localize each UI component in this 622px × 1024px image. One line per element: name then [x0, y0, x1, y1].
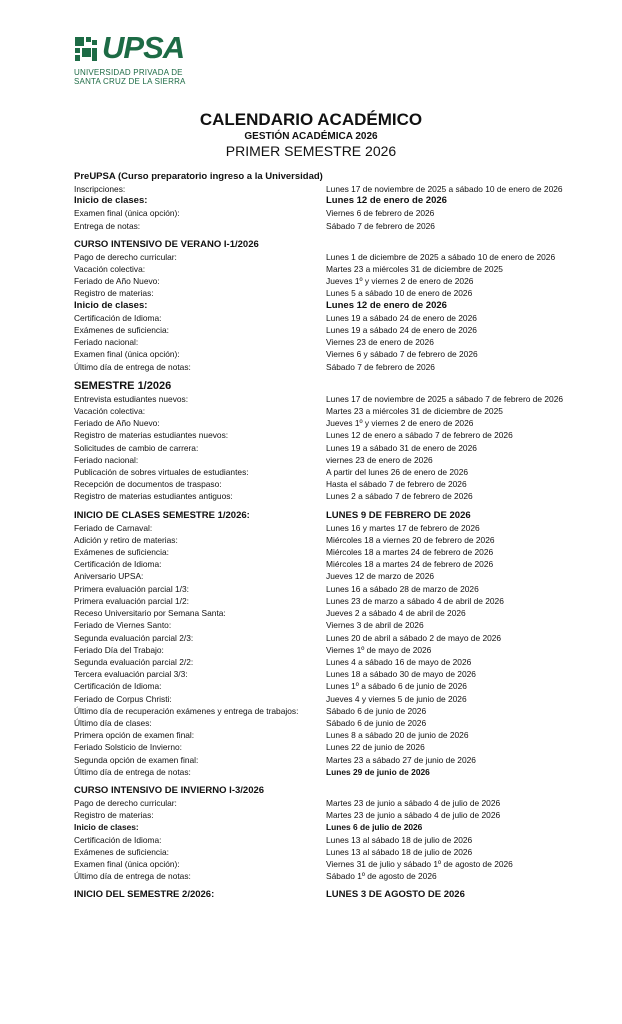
event-date: Jueves 1º y viernes 2 de enero de 2026 — [326, 418, 474, 429]
event-label: Inscripciones: — [74, 184, 126, 194]
document-subtitle: GESTIÓN ACADÉMICA 2026 — [244, 131, 378, 142]
event-date: Lunes 18 a sábado 30 de mayo de 2026 — [326, 669, 476, 680]
event-label: Examen final (única opción): — [74, 858, 180, 869]
logo-subtitle-line2: SANTA CRUZ DE LA SIERRA — [74, 77, 186, 86]
section-heading — [74, 238, 604, 251]
calendar-row — [74, 417, 604, 429]
event-date: Lunes 12 de enero de 2026 — [326, 299, 447, 311]
event-date: Lunes 16 y martes 17 de febrero de 2026 — [326, 522, 480, 533]
calendar-row — [74, 348, 604, 360]
event-date: Miércoles 18 a viernes 20 de febrero de 2026 — [326, 534, 495, 545]
logo-wordmark: UPSA — [102, 30, 185, 65]
calendar-row — [74, 741, 604, 753]
event-label: Examen final (única opción): — [74, 349, 180, 360]
event-date: Lunes 5 a sábado 10 de enero de 2026 — [326, 288, 473, 299]
event-label: Certificación de Idioma: — [74, 312, 162, 323]
event-date: Sábado 7 de febrero de 2026 — [326, 220, 435, 231]
calendar-row — [74, 405, 604, 417]
calendar-row — [74, 522, 604, 534]
event-date: Martes 23 de junio a sábado 4 de julio de 2026 — [326, 797, 501, 808]
event-date: Hasta el sábado 7 de febrero de 2026 — [326, 479, 467, 490]
calendar-row — [74, 668, 604, 680]
event-label: Entrevista estudiantes nuevos: — [74, 393, 189, 404]
calendar-row — [74, 195, 604, 207]
calendar-row — [74, 336, 604, 348]
section-title-date: LUNES 9 DE FEBRERO DE 2026 — [326, 509, 471, 521]
event-label: Feriado nacional: — [74, 337, 139, 348]
event-date: Lunes 17 de noviembre de 2025 a sábado 7 de febrero de 2026 — [326, 393, 564, 404]
event-label: Vacación colectiva: — [74, 264, 146, 275]
calendar-row — [74, 275, 604, 287]
event-date: Miércoles 18 a martes 24 de febrero de 2026 — [326, 559, 494, 570]
calendar-row — [74, 300, 604, 312]
event-date: Lunes 8 a sábado 20 de junio de 2026 — [326, 730, 469, 741]
event-date: Martes 23 a sábado 27 de junio de 2026 — [326, 754, 476, 765]
calendar-row — [74, 729, 604, 741]
event-date: A partir del lunes 26 de enero de 2026 — [326, 467, 469, 478]
event-date: Sábado 6 de junio de 2026 — [326, 705, 427, 716]
event-label: Pago de derecho curricular: — [74, 251, 177, 262]
calendar-row — [74, 619, 604, 631]
event-date: Lunes 29 de junio de 2026 — [326, 766, 430, 777]
section-title: INICIO DE CLASES SEMESTRE 1/2026: — [74, 509, 250, 521]
event-label: Entrega de notas: — [74, 220, 141, 231]
event-label: Segunda opción de examen final: — [74, 754, 199, 765]
event-label: Receso Universitario por Semana Santa: — [74, 608, 226, 619]
event-label: Primera evaluación parcial 1/2: — [74, 595, 189, 606]
section-heading — [74, 784, 604, 797]
calendar-row — [74, 632, 604, 644]
calendar-section — [74, 509, 604, 778]
event-label: Segunda evaluación parcial 2/3: — [74, 632, 194, 643]
event-label: Feriado Día del Trabajo: — [74, 644, 164, 655]
event-date: Lunes 6 de julio de 2026 — [326, 822, 423, 833]
event-date: Viernes 31 de julio y sábado 1º de agosto de 2026 — [326, 858, 513, 869]
calendar-section — [74, 238, 604, 373]
section-heading — [74, 170, 604, 183]
event-label: Registro de materias: — [74, 810, 154, 821]
event-label: Primera opción de examen final: — [74, 730, 195, 741]
calendar-row — [74, 809, 604, 821]
event-label: Examen final (única opción): — [74, 208, 180, 219]
event-date: Viernes 6 y sábado 7 de febrero de 2026 — [326, 349, 478, 360]
event-date: Lunes 12 de enero a sábado 7 de febrero de 2026 — [326, 430, 513, 441]
calendar-row — [74, 183, 604, 195]
event-label: Último día de recuperación exámenes y entrega de trabajos: — [74, 705, 299, 716]
calendar-row — [74, 478, 604, 490]
event-label: Exámenes de suficiencia: — [74, 325, 169, 336]
upsa-logo-mark-icon — [74, 36, 98, 62]
event-label: Último día de entrega de notas: — [74, 766, 191, 777]
event-label: Primera evaluación parcial 1/3: — [74, 583, 189, 594]
calendar-section — [74, 379, 604, 503]
event-date: Lunes 19 a sábado 24 de enero de 2026 — [326, 312, 477, 323]
calendar-row — [74, 442, 604, 454]
event-label: Feriado de Corpus Christi: — [74, 693, 172, 704]
event-label: Adición y retiro de materias: — [74, 534, 178, 545]
event-label: Feriado de Carnaval: — [74, 522, 153, 533]
calendar-row — [74, 834, 604, 846]
calendar-row — [74, 429, 604, 441]
event-label: Registro de materias estudiantes nuevos: — [74, 430, 229, 441]
calendar-row — [74, 766, 604, 778]
event-label: Feriado de Año Nuevo: — [74, 418, 160, 429]
document-period: PRIMER SEMESTRE 2026 — [225, 143, 397, 159]
event-date: Sábado 6 de junio de 2026 — [326, 717, 427, 728]
event-date: Viernes 6 de febrero de 2026 — [326, 208, 435, 219]
event-label: Feriado de Viernes Santo: — [74, 620, 172, 631]
calendar-row — [74, 607, 604, 619]
section-title: CURSO INTENSIVO DE VERANO I-1/2026 — [74, 238, 259, 250]
calendar-row — [74, 558, 604, 570]
calendar-row — [74, 595, 604, 607]
calendar-section — [74, 888, 604, 901]
calendar-row — [74, 546, 604, 558]
section-heading — [74, 509, 604, 522]
event-label: Inicio de clases: — [74, 299, 148, 311]
calendar-row — [74, 570, 604, 582]
event-label: Certificación de Idioma: — [74, 559, 162, 570]
calendar-row — [74, 324, 604, 336]
calendar-row — [74, 361, 604, 373]
calendar-row — [74, 754, 604, 766]
event-date: Lunes 19 a sábado 24 de enero de 2026 — [326, 325, 477, 336]
section-title: SEMESTRE 1/2026 — [74, 379, 172, 392]
event-label: Registro de materias: — [74, 288, 154, 299]
calendar-row — [74, 207, 604, 219]
event-label: Vacación colectiva: — [74, 406, 146, 417]
section-heading — [74, 888, 604, 901]
calendar-row — [74, 312, 604, 324]
calendar-row — [74, 717, 604, 729]
calendar-row — [74, 393, 604, 405]
calendar-row — [74, 534, 604, 546]
calendar-row — [74, 797, 604, 809]
event-date: Lunes 20 de abril a sábado 2 de mayo de 2026 — [326, 632, 502, 643]
calendar-row — [74, 680, 604, 692]
event-date: Lunes 19 a sábado 31 de enero de 2026 — [326, 442, 477, 453]
event-date: Martes 23 de junio a sábado 4 de julio de 2026 — [326, 810, 501, 821]
event-date: Lunes 1 de diciembre de 2025 a sábado 10 de enero de 2026 — [326, 251, 556, 262]
event-label: Feriado Solsticio de Invierno: — [74, 742, 182, 753]
event-date: Lunes 23 de marzo a sábado 4 de abril de 2026 — [326, 595, 504, 606]
event-date: Lunes 1º a sábado 6 de junio de 2026 — [326, 681, 467, 692]
event-label: Recepción de documentos de traspaso: — [74, 479, 222, 490]
calendar-row — [74, 705, 604, 717]
event-date: Martes 23 a miércoles 31 de diciembre de 2025 — [326, 264, 503, 275]
event-label: Certificación de Idioma: — [74, 681, 162, 692]
event-date: Lunes 22 de junio de 2026 — [326, 742, 425, 753]
calendar-section — [74, 784, 604, 882]
calendar-row — [74, 870, 604, 882]
event-label: Último día de entrega de notas: — [74, 871, 191, 882]
event-date: Lunes 16 a sábado 28 de marzo de 2026 — [326, 583, 479, 594]
calendar-row — [74, 821, 604, 833]
event-date: Viernes 1º de mayo de 2026 — [326, 644, 432, 655]
calendar-row — [74, 490, 604, 502]
event-label: Inicio de clases: — [74, 822, 139, 833]
event-label: Último día de entrega de notas: — [74, 361, 191, 372]
event-label: Exámenes de suficiencia: — [74, 846, 169, 857]
event-date: Jueves 1º y viernes 2 de enero de 2026 — [326, 276, 474, 287]
event-label: Solicitudes de cambio de carrera: — [74, 442, 199, 453]
event-date: Jueves 4 y viernes 5 de junio de 2026 — [326, 693, 467, 704]
calendar-row — [74, 846, 604, 858]
event-label: Exámenes de suficiencia: — [74, 547, 169, 558]
event-date: Lunes 2 a sábado 7 de febrero de 2026 — [326, 491, 473, 502]
calendar-row — [74, 263, 604, 275]
event-date: Lunes 13 al sábado 18 de julio de 2026 — [326, 846, 473, 857]
event-date: Jueves 2 a sábado 4 de abril de 2026 — [326, 608, 466, 619]
event-label: Publicación de sobres virtuales de estudiantes: — [74, 467, 249, 478]
calendar-row — [74, 454, 604, 466]
event-label: Aniversario UPSA: — [74, 571, 144, 582]
event-date: Viernes 3 de abril de 2026 — [326, 620, 424, 631]
event-label: Tercera evaluación parcial 3/3: — [74, 669, 188, 680]
event-date: Jueves 12 de marzo de 2026 — [326, 571, 435, 582]
event-date: Sábado 1º de agosto de 2026 — [326, 871, 437, 882]
document-title: CALENDARIO ACADÉMICO — [199, 110, 423, 129]
calendar-row — [74, 466, 604, 478]
section-title-date: LUNES 3 DE AGOSTO DE 2026 — [326, 889, 465, 901]
section-title: INICIO DEL SEMESTRE 2/2026: — [74, 889, 215, 901]
upsa-logo — [74, 30, 214, 90]
event-label: Feriado de Año Nuevo: — [74, 276, 160, 287]
event-date: Sábado 7 de febrero de 2026 — [326, 361, 435, 372]
calendar-row — [74, 693, 604, 705]
event-label: Inicio de clases: — [74, 195, 148, 207]
calendar-row — [74, 251, 604, 263]
event-label: Último día de clases: — [74, 717, 152, 728]
event-date: Lunes 12 de enero de 2026 — [326, 195, 447, 207]
section-title: CURSO INTENSIVO DE INVIERNO I-3/2026 — [74, 784, 265, 796]
event-label: Feriado nacional: — [74, 454, 139, 465]
event-date: Lunes 17 de noviembre de 2025 a sábado 10 de enero de 2026 — [326, 184, 563, 194]
calendar-row — [74, 858, 604, 870]
event-date: Viernes 23 de enero de 2026 — [326, 337, 434, 348]
event-date: Miércoles 18 a martes 24 de febrero de 2026 — [326, 547, 494, 558]
event-date: Martes 23 a miércoles 31 de diciembre de 2025 — [326, 406, 503, 417]
event-date: viernes 23 de enero de 2026 — [326, 454, 433, 465]
calendar-row — [74, 656, 604, 668]
event-date: Lunes 4 a sábado 16 de mayo de 2026 — [326, 656, 472, 667]
section-title: PreUPSA (Curso preparatorio ingreso a la Universidad) — [74, 171, 323, 182]
event-label: Registro de materias estudiantes antiguos: — [74, 491, 233, 502]
calendar-row — [74, 287, 604, 299]
calendar-row — [74, 644, 604, 656]
section-heading — [74, 379, 604, 393]
event-label: Pago de derecho curricular: — [74, 797, 177, 808]
calendar-section — [74, 170, 604, 232]
logo-subtitle-line1: UNIVERSIDAD PRIVADA DE — [74, 68, 183, 77]
event-label: Segunda evaluación parcial 2/2: — [74, 656, 194, 667]
event-label: Certificación de Idioma: — [74, 834, 162, 845]
calendar-row — [74, 220, 604, 232]
calendar-content — [74, 170, 604, 907]
event-date: Lunes 13 al sábado 18 de julio de 2026 — [326, 834, 473, 845]
calendar-row — [74, 583, 604, 595]
document-header — [0, 110, 622, 160]
